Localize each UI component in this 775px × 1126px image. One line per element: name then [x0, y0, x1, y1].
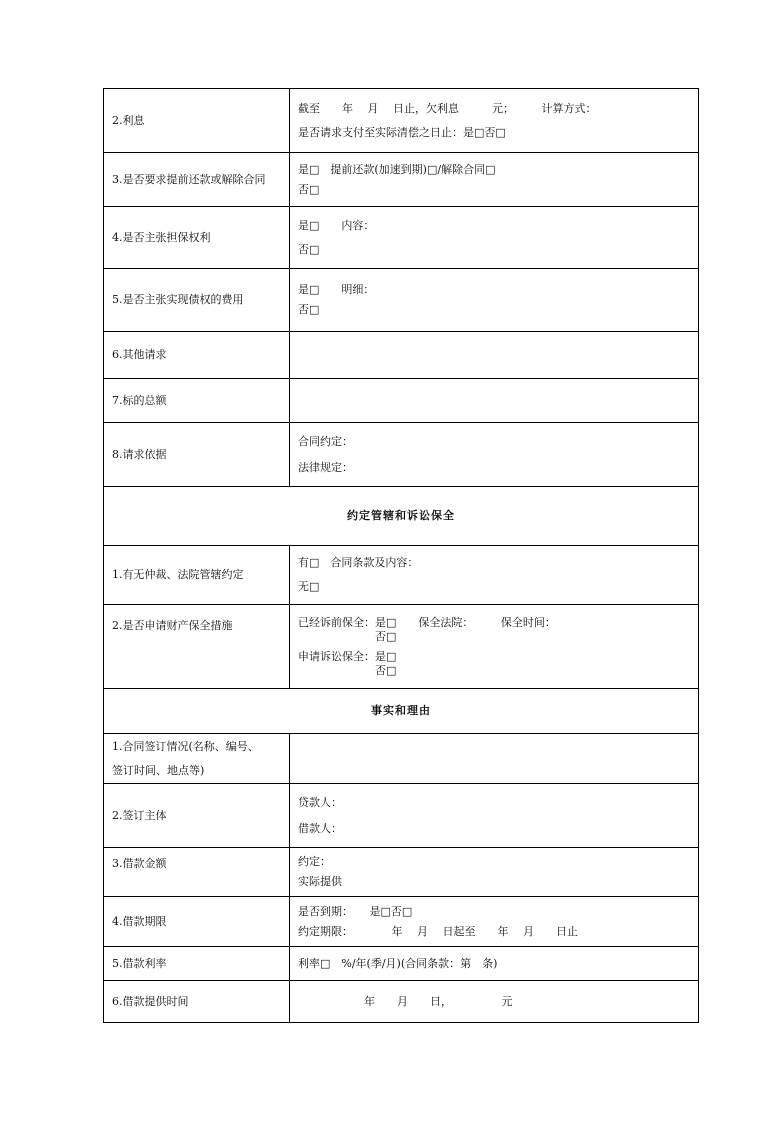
section-title-facts: 事实和理由 [104, 689, 699, 734]
row-value-interest [290, 89, 699, 153]
table-row [104, 734, 699, 784]
row-value-arbitration [290, 546, 699, 605]
row-label-loan-term: 4.借款期限 [104, 897, 290, 947]
preservation-line-3: 申请诉讼保全：是□ [298, 649, 397, 663]
expenses-line-2: 否□ [298, 303, 320, 316]
parties-line-1: 贷款人： [298, 795, 342, 809]
loan-term-line-1: 是否到期： 是□否□ [298, 904, 413, 918]
loan-term-line-2: 约定期限： 年 月 日起至 年 月 日止 [298, 924, 578, 938]
table-row [104, 379, 699, 423]
table-row [104, 153, 699, 207]
row-label-arbitration: 1.有无仲裁、法院管辖约定 [104, 546, 290, 605]
row-value-early-repayment [290, 153, 699, 207]
row-value-contract-signing [290, 734, 699, 784]
row-label-contract-signing [104, 734, 290, 784]
guarantee-line-1: 是□ 内容： [298, 218, 375, 232]
row-label-interest-rate: 5.借款利率 [104, 947, 290, 981]
row-label-preservation: 2.是否申请财产保全措施 [104, 605, 290, 689]
row-value-expenses [290, 269, 699, 332]
section-header-row [104, 487, 699, 546]
interest-line-1: 截至 年 月 日止，欠利息 元； 计算方式： [298, 101, 597, 115]
arbitration-line-2: 无□ [298, 580, 320, 593]
table-row [104, 981, 699, 1023]
expenses-line-1: 是□ 明细： [298, 283, 375, 296]
row-value-basis [290, 423, 699, 487]
contract-signing-label-2: 签订时间、地点等) [112, 763, 205, 777]
row-label-loan-amount: 3.借款金额 [104, 848, 290, 897]
table-row [104, 947, 699, 981]
row-label-interest: 2.利息 [104, 89, 290, 153]
row-label-loan-date: 6.借款提供时间 [104, 981, 290, 1023]
loan-amount-line-1: 约定： [298, 855, 331, 868]
arbitration-line-1: 有□ 合同条款及内容： [298, 556, 419, 569]
row-value-guarantee [290, 207, 699, 269]
early-repayment-line-2: 否□ [298, 182, 320, 196]
guarantee-line-2: 否□ [298, 242, 320, 256]
row-label-basis: 8.请求依据 [104, 423, 290, 487]
contract-signing-label-1: 1.合同签订情况(名称、编号、 [112, 739, 259, 753]
basis-line-1: 合同约定： [298, 434, 353, 448]
row-label-expenses: 5.是否主张实现债权的费用 [104, 269, 290, 332]
table-row [104, 207, 699, 269]
complaint-form-table [103, 88, 699, 1023]
table-row [104, 897, 699, 947]
table-row [104, 269, 699, 332]
row-label-guarantee: 4.是否主张担保权利 [104, 207, 290, 269]
row-value-loan-date: 年 月 日， 元 [290, 981, 699, 1023]
loan-amount-line-2: 实际提供 [298, 875, 342, 888]
section-title-jurisdiction: 约定管辖和诉讼保全 [104, 487, 699, 546]
parties-line-2: 借款人： [298, 821, 342, 835]
table-row [104, 332, 699, 379]
preservation-line-1: 已经诉前保全：是□ 保全法院： 保全时间： [298, 615, 556, 629]
preservation-line-4: 否□ [298, 663, 397, 677]
row-value-total-amount [290, 379, 699, 423]
table-row [104, 546, 699, 605]
row-label-early-repayment: 3.是否要求提前还款或解除合同 [104, 153, 290, 207]
row-label-total-amount: 7.标的总额 [104, 379, 290, 423]
table-row [104, 848, 699, 897]
table-row [104, 423, 699, 487]
row-value-parties [290, 784, 699, 848]
row-label-parties: 2.签订主体 [104, 784, 290, 848]
preservation-line-2: 否□ [298, 629, 397, 643]
table-row [104, 784, 699, 848]
row-value-other-claims [290, 332, 699, 379]
interest-line-2: 是否请求支付至实际清偿之日止：是□否□ [298, 125, 506, 139]
row-value-loan-amount [290, 848, 699, 897]
row-label-other-claims: 6.其他请求 [104, 332, 290, 379]
row-value-interest-rate: 利率□ %/年(季/月)(合同条款：第 条) [290, 947, 699, 981]
basis-line-2: 法律规定： [298, 460, 353, 474]
table-row [104, 89, 699, 153]
row-value-preservation [290, 605, 699, 689]
row-value-loan-term [290, 897, 699, 947]
table-row [104, 605, 699, 689]
section-header-row [104, 689, 699, 734]
early-repayment-line-1: 是□ 提前还款(加速到期)□/解除合同□ [298, 162, 496, 176]
